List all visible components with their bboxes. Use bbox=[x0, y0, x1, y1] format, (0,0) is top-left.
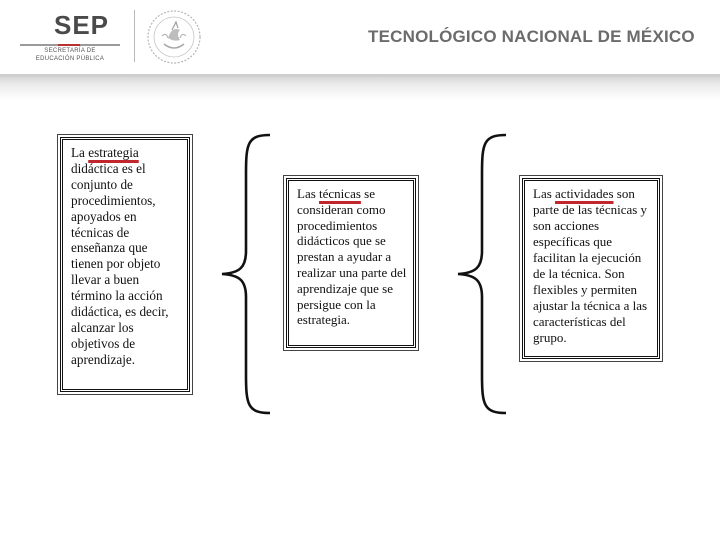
activities-body: son parte de las técnicas y son acciones específicas que facilitan la ejecución de la técnica. Son flexibles y permiten ajustar la técnica a las características del grupo. bbox=[533, 186, 648, 345]
strategy-body: didáctica es el conjunto de procedimientos, apoyados en técnicas de enseñanza que tienen por objeto llevar a buen término la acción didáctica, es decir, alcanzar los objetivos de aprendizaje. bbox=[71, 160, 169, 367]
strategy-keyword: estrategia bbox=[88, 145, 139, 160]
mexico-seal-icon bbox=[142, 8, 206, 66]
institution-title: TECNOLÓGICO NACIONAL DE MÉXICO bbox=[368, 27, 695, 46]
activities-prefix: Las bbox=[533, 186, 556, 201]
sep-logo-accent bbox=[58, 44, 80, 46]
techniques-keyword: técnicas bbox=[319, 186, 361, 201]
sep-logo-text: SEP bbox=[54, 10, 110, 40]
sep-logo bbox=[18, 8, 130, 64]
header-bar bbox=[0, 0, 720, 74]
sep-logo-line1: SECRETARÍA DE bbox=[44, 48, 96, 54]
header-band bbox=[0, 74, 720, 100]
header-divider bbox=[134, 10, 135, 62]
techniques-text bbox=[297, 186, 407, 328]
sep-logo-line2: EDUCACIÓN PÚBLICA bbox=[35, 56, 105, 62]
activities-text bbox=[533, 186, 651, 346]
techniques-prefix: Las bbox=[297, 186, 320, 201]
activities-keyword: actividades bbox=[555, 186, 614, 201]
techniques-body: se consideran como procedimientos didácticos que se prestan a ayudar a realizar una parte del aprendizaje que se persigue con la estrategia. bbox=[297, 186, 407, 328]
strategy-definition-box bbox=[60, 137, 190, 392]
left-brace-icon bbox=[220, 133, 276, 415]
strategy-text bbox=[71, 145, 181, 368]
left-brace-icon bbox=[456, 133, 512, 415]
activities-definition-box bbox=[522, 178, 660, 359]
strategy-prefix: La bbox=[71, 145, 89, 160]
techniques-definition-box bbox=[286, 178, 416, 348]
header-band-line bbox=[0, 74, 720, 77]
